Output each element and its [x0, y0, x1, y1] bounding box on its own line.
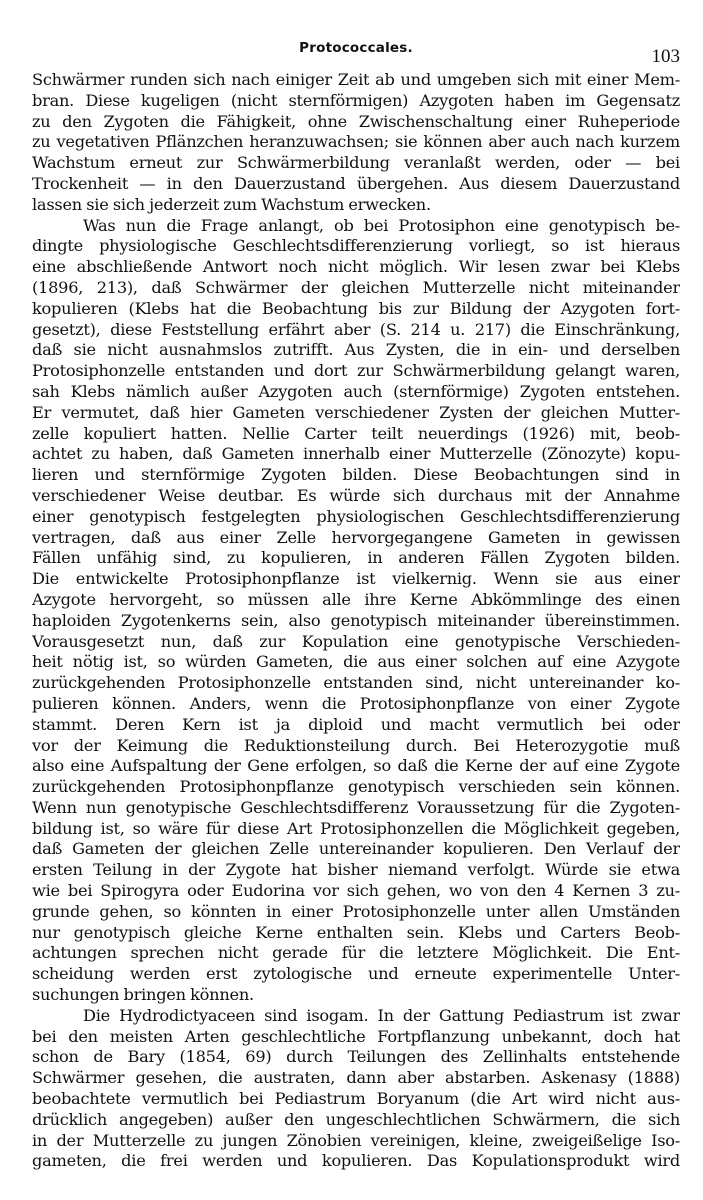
text-line: (1896, 213), daß Schwärmer der gleichen Mutterzelle nicht miteinander [32, 277, 680, 297]
text-line: eine abschließende Antwort noch nicht möglich. Wir lesen zwar bei Klebs [32, 257, 680, 277]
text-line: daß Gameten der gleichen Zelle untereinander kopulieren. Den Verlauf der [32, 839, 680, 859]
text-line: Trockenheit — in den Dauerzustand übergehen. Aus diesem Dauerzustand [32, 173, 680, 193]
text-line: Azygote hervorgeht, so müssen alle ihre Kerne Abkömmlinge des einen [32, 589, 680, 609]
text-line: grunde gehen, so könnten in einer Protosiphonzelle unter allen Umständen [32, 901, 680, 921]
text-line: bei den meisten Arten geschlechtliche Fortpflanzung unbekannt, doch hat [32, 1026, 680, 1046]
text-line: heit nötig ist, so würden Gameten, die aus einer solchen auf eine Azygote [32, 652, 680, 672]
text-line: Schwärmer runden sich nach einiger Zeit ab und umgeben sich mit einer Mem- [32, 70, 680, 89]
text-line: zu den Zygoten die Fähigkeit, ohne Zwischenschaltung einer Ruheperiode [32, 111, 680, 131]
text-line: schon de Bary (1854, 69) durch Teilungen des Zellinhalts entstehende [32, 1047, 680, 1067]
text-line: gesetzt), diese Feststellung erfährt aber (S. 214 u. 217) die Einschränkung, [32, 319, 680, 339]
book-page [32, 40, 680, 1172]
text-line: bran. Diese kugeligen (nicht sternförmigen) Azygoten haben im Gegensatz [32, 90, 680, 110]
text-line: daß sie nicht ausnahmslos zutrifft. Aus Zysten, die in ein- und derselben [32, 340, 680, 360]
text-line: Was nun die Frage anlangt, ob bei Protosiphon eine genotypisch be- [83, 215, 680, 235]
text-line: lieren und sternförmige Zygoten bilden. Diese Beobachtungen sind in [32, 465, 680, 485]
text-line: also eine Aufspaltung der Gene erfolgen, so daß die Kerne der auf eine Zygote [32, 756, 680, 776]
text-line: scheidung werden erst zytologische und erneute experimentelle Unter- [32, 964, 680, 984]
text-line: gameten, die frei werden und kopulieren. Das Kopulationsprodukt wird [32, 1151, 680, 1171]
text-line: Schwärmer gesehen, die austraten, dann aber abstarben. Askenasy (1888) [32, 1068, 680, 1088]
text-line: zurückgehenden Protosiphonpflanze genotypisch verschieden sein können. [32, 777, 680, 797]
text-line: stammt. Deren Kern ist ja diploid und macht vermutlich bei oder [32, 714, 680, 734]
text-line: Die Hydrodictyaceen sind isogam. In der Gattung Pediastrum ist zwar [83, 1005, 680, 1025]
page-number: 103 [651, 46, 680, 67]
text-line: drücklich angegeben) außer den ungeschlechtlichen Schwärmern, die sich [32, 1109, 680, 1129]
text-line: haploiden Zygotenkerns sein, also genotypisch miteinander übereinstimmen. [32, 610, 680, 630]
text-line: Wachstum erneut zur Schwärmerbildung veranlaßt werden, oder — bei [32, 153, 680, 173]
text-line: lassen sie sich jederzeit zum Wachstum erwecken. [32, 194, 431, 214]
running-header [32, 40, 680, 70]
text-line: kopulieren (Klebs hat die Beobachtung bis zur Bildung der Azygoten fort- [32, 298, 680, 318]
text-line: Fällen unfähig sind, zu kopulieren, in anderen Fällen Zygoten bilden. [32, 548, 680, 568]
text-line: zelle kopuliert hatten. Nellie Carter teilt neuerdings (1926) mit, beob- [32, 423, 680, 443]
text-line: beobachtete vermutlich bei Pediastrum Boryanum (die Art wird nicht aus- [32, 1089, 680, 1109]
text-line: suchungen bringen können. [32, 985, 254, 1005]
text-line: Er vermutet, daß hier Gameten verschiedener Zysten der gleichen Mutter- [32, 402, 680, 422]
text-line: zurückgehenden Protosiphonzelle entstanden sind, nicht untereinander ko- [32, 673, 680, 693]
text-line: vertragen, daß aus einer Zelle hervorgegangene Gameten in gewissen [32, 527, 680, 547]
text-line: achtungen sprechen nicht gerade für die letztere Möglichkeit. Die Ent- [32, 943, 680, 963]
text-line: dingte physiologische Geschlechtsdifferenzierung vorliegt, so ist hieraus [32, 236, 680, 256]
text-line: wie bei Spirogyra oder Eudorina vor sich gehen, wo von den 4 Kernen 3 zu- [32, 881, 680, 901]
text-line: in der Mutterzelle zu jungen Zönobien vereinigen, kleine, zweigeißelige Iso- [32, 1130, 680, 1150]
text-line: sah Klebs nämlich außer Azygoten auch (sternförmige) Zygoten entstehen. [32, 381, 680, 401]
text-line: zu vegetativen Pflänzchen heranzuwachsen; sie können aber auch nach kurzem [32, 132, 680, 152]
text-line: Protosiphonzelle entstanden und dort zur Schwärmerbildung gelangt waren, [32, 361, 680, 381]
text-line: ersten Teilung in der Zygote hat bisher niemand verfolgt. Würde sie etwa [32, 860, 680, 880]
text-line: Vorausgesetzt nun, daß zur Kopulation eine genotypische Verschieden- [32, 631, 680, 651]
text-line: achtet zu haben, daß Gameten innerhalb einer Mutterzelle (Zönozyte) kopu- [32, 444, 680, 464]
body-text [32, 70, 680, 1172]
text-line: verschiedener Weise deutbar. Es würde sich durchaus mit der Annahme [32, 485, 680, 505]
text-line: vor der Keimung die Reduktionsteilung durch. Bei Heterozygotie muß [32, 735, 680, 755]
text-line: Die entwickelte Protosiphonpflanze ist vielkernig. Wenn sie aus einer [32, 569, 680, 589]
text-line: Wenn nun genotypische Geschlechtsdifferenz Voraussetzung für die Zygoten- [32, 797, 680, 817]
text-line: nur genotypisch gleiche Kerne enthalten sein. Klebs und Carters Beob- [32, 922, 680, 942]
text-line: pulieren können. Anders, wenn die Protosiphonpflanze von einer Zygote [32, 693, 680, 713]
text-line: bildung ist, so wäre für diese Art Protosiphonzellen die Möglichkeit gegeben, [32, 818, 680, 838]
text-line: einer genotypisch festgelegten physiologischen Geschlechtsdifferenzierung [32, 506, 680, 526]
running-title: Protococcales. [299, 40, 413, 56]
